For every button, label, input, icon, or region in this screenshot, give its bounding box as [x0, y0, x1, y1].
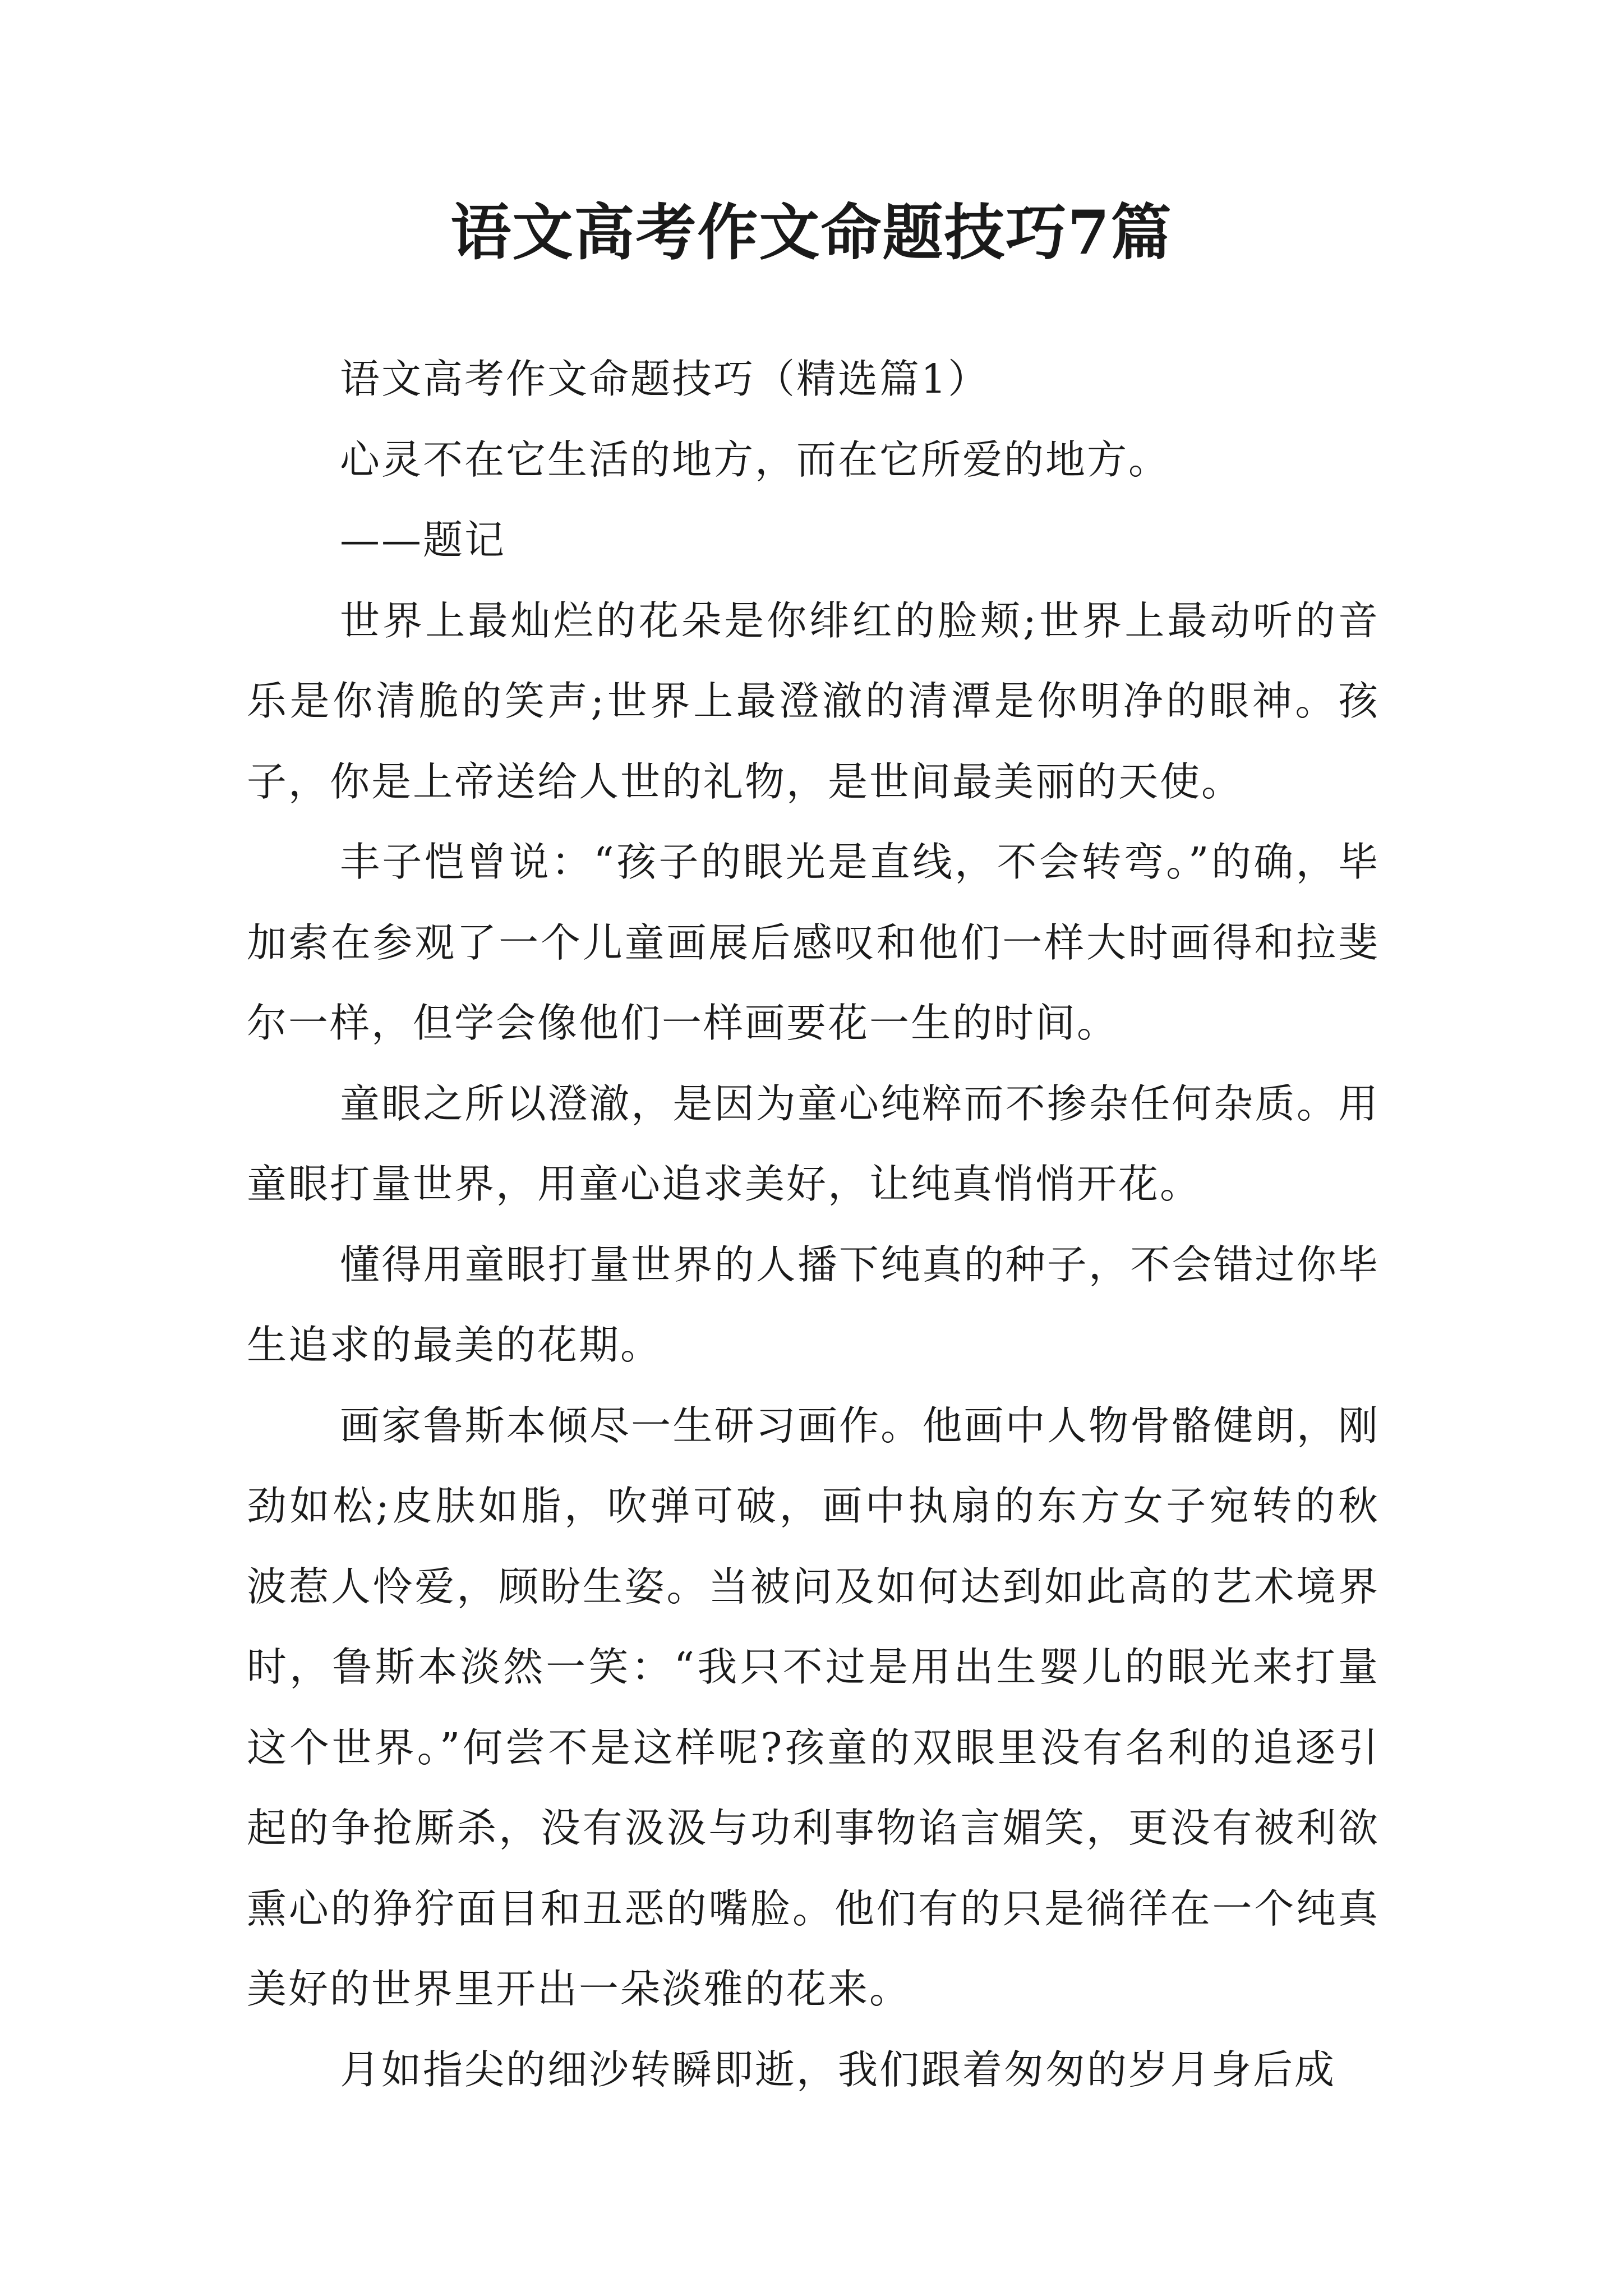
document-title: 语文高考作文命题技巧7篇 — [450, 197, 1173, 268]
paragraph-epigraph: 心灵不在它生活的地方，而在它所爱的地方。 — [340, 436, 1170, 483]
paragraph: 丰子恺曾说：“孩子的眼光是直线，不会转弯。”的确，毕加索在参观了一个儿童画展后感叹和他们一样大时画得和拉斐尔一样，但学会像他们一样画要花一生的时间。 — [247, 839, 1380, 1046]
paragraph: 懂得用童眼打量世界的人播下纯真的种子，不会错过你毕生追求的最美的花期。 — [247, 1241, 1380, 1368]
paragraph-epigraph-attribution: ——题记 — [340, 517, 506, 563]
paragraph-section-heading: 语文高考作文命题技巧（精选篇1） — [340, 356, 990, 402]
paragraph: 童眼之所以澄澈，是因为童心纯粹而不掺杂任何杂质。用童眼打量世界，用童心追求美好，让纯真悄悄开花。 — [247, 1080, 1380, 1207]
paragraph: 画家鲁斯本倾尽一生研习画作。他画中人物骨骼健朗，刚劲如松;皮肤如脂，吹弹可破，画中执扇的东方女子宛转的秋波惹人怜爱，顾盼生姿。当被问及如何达到如此高的艺术境界时，鲁斯本淡然一笑：“我只不过是用出生婴儿的眼光来打量这个世界。”何尝不是这样呢?孩童的双眼里没有名利的追逐引起的争抢厮杀，没有汲汲与功利事物谄言媚笑，更没有被利欲熏心的狰狞面目和丑恶的嘴脸。他们有的只是徜徉在一个纯真美好的世界里开出一朵淡雅的花来。 — [247, 1402, 1380, 2012]
paragraph: 月如指尖的细沙转瞬即逝，我们跟着匆匆的岁月身后成 — [340, 2046, 1336, 2093]
document-body — [247, 339, 1380, 2110]
paragraph: 世界上最灿烂的花朵是你绯红的脸颊;世界上最动听的音乐是你清脆的笑声;世界上最澄澈的清潭是你明净的眼神。孩子，你是上帝送给人世的礼物，是世间最美丽的天使。 — [247, 597, 1380, 805]
